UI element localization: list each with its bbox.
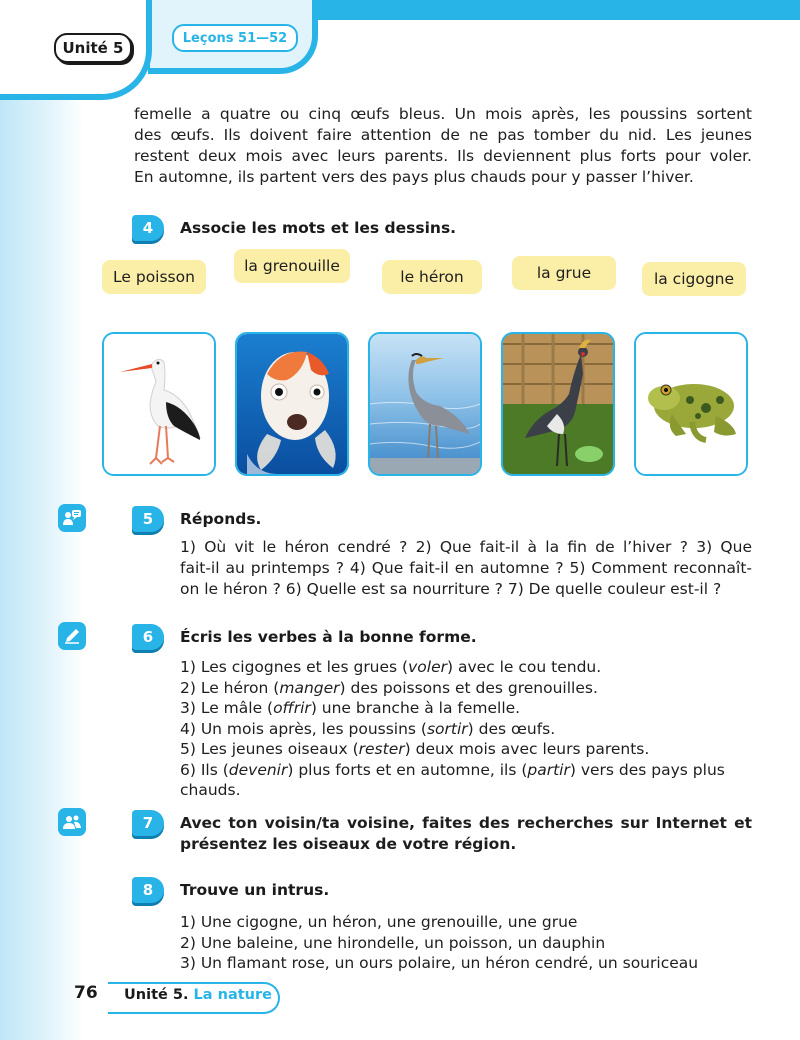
list-item xyxy=(180,760,752,801)
item-text: ) plus forts et en automne, ils ( xyxy=(287,760,528,779)
exercise-number-8: 8 xyxy=(132,877,164,903)
fish-illustration xyxy=(237,334,347,474)
word-card-cigogne: la cigogne xyxy=(642,262,746,296)
intro-line: femelle a quatre ou cinq œufs bleus. Un mois après, les poussins sortent xyxy=(134,105,752,123)
image-card-fish xyxy=(235,332,349,476)
exercise-number-7: 7 xyxy=(132,810,164,836)
item-text: 3) Le mâle ( xyxy=(180,699,274,717)
exercise-number-4: 4 xyxy=(132,215,164,241)
item-text: ) vers des pays plus chauds. xyxy=(180,760,725,799)
verb-infinitive: devenir xyxy=(228,760,288,779)
verb-infinitive: partir xyxy=(527,760,570,779)
page-number: 76 xyxy=(74,983,98,1003)
exercise-6-list xyxy=(180,657,752,801)
exercise-5-questions xyxy=(180,537,752,600)
item-text: 4) Un mois après, les poussins ( xyxy=(180,719,427,738)
list-item xyxy=(180,698,752,719)
item-text: ) des poissons et des grenouilles. xyxy=(339,678,598,697)
intro-paragraph xyxy=(134,104,752,188)
list-item: 3) Un flamant rose, un ours polaire, un héron cendré, un souriceau xyxy=(180,954,699,972)
word-card-grue: la grue xyxy=(512,256,616,290)
list-item xyxy=(180,678,752,699)
exercise-number-6: 6 xyxy=(132,624,164,650)
image-card-stork xyxy=(102,332,216,476)
exercise-number-5: 5 xyxy=(132,506,164,532)
pencil-icon xyxy=(58,622,86,650)
footer-title xyxy=(124,987,272,1003)
intro-line: restent deux mois avec leurs parents. Ils deviennent plus forts pour voler. xyxy=(134,147,752,165)
title-line: présentez les oiseaux de votre région. xyxy=(180,835,517,853)
unit-label: Unité 5 xyxy=(54,33,132,63)
intro-line: des œufs. Ils doivent faire attention de ne pas tomber du nid. Les jeunes xyxy=(134,126,752,144)
frog-illustration xyxy=(636,334,746,474)
list-item: 2) Une baleine, une hirondelle, un poisson, un dauphin xyxy=(180,933,606,952)
item-text: 1) Les cigognes et les grues ( xyxy=(180,658,409,676)
list-item xyxy=(180,719,752,740)
footer-topic: La nature xyxy=(193,987,272,1003)
verb-infinitive: offrir xyxy=(273,699,311,717)
pair-work-icon xyxy=(58,808,86,836)
list-item xyxy=(180,657,752,678)
exercise-8-list xyxy=(180,912,752,974)
item-text: 2) Le héron ( xyxy=(180,678,280,697)
crowned-crane-illustration xyxy=(503,334,613,474)
list-item: 1) Une cigogne, un héron, une grenouille, une grue xyxy=(180,913,578,931)
image-card-frog xyxy=(634,332,748,476)
exercise-7-title xyxy=(180,813,752,855)
question-line: fait-il au printemps ? 4) Que fait-il en automne ? 5) Comment reconnaît- xyxy=(180,559,752,577)
item-text: 5) Les jeunes oiseaux ( xyxy=(180,740,359,758)
speech-bubble-icon xyxy=(58,504,86,532)
verb-infinitive: voler xyxy=(408,658,447,676)
exercise-5-title: Réponds. xyxy=(180,510,262,528)
heron-illustration xyxy=(370,334,480,474)
exercise-4-title: Associe les mots et les dessins. xyxy=(180,219,457,237)
word-card-poisson: Le poisson xyxy=(102,260,206,294)
speech-bubble-glyph xyxy=(62,509,82,527)
verb-infinitive: rester xyxy=(358,740,405,758)
stork-illustration xyxy=(104,334,214,474)
item-text: ) deux mois avec leurs parents. xyxy=(404,740,650,758)
image-card-crowned-crane xyxy=(501,332,615,476)
item-text: ) avec le cou tendu. xyxy=(446,658,602,676)
question-line: on le héron ? 6) Quelle est sa nourriture ? 7) De quelle couleur est-il ? xyxy=(180,580,722,598)
item-text: ) des œufs. xyxy=(467,719,556,738)
exercise-6-title: Écris les verbes à la bonne forme. xyxy=(180,628,477,646)
verb-infinitive: manger xyxy=(279,678,340,697)
item-text: ) une branche à la femelle. xyxy=(310,699,521,717)
question-line: 1) Où vit le héron cendré ? 2) Que fait-il à la fin de l’hiver ? 3) Que xyxy=(180,538,752,556)
lesson-label: Leçons 51—52 xyxy=(172,24,298,52)
footer-unit: Unité 5. xyxy=(124,987,189,1003)
item-text: 6) Ils ( xyxy=(180,760,229,779)
verb-infinitive: sortir xyxy=(426,719,468,738)
image-card-heron xyxy=(368,332,482,476)
word-card-grenouille: la grenouille xyxy=(234,249,350,283)
pencil-glyph xyxy=(63,627,81,645)
word-card-heron: le héron xyxy=(382,260,482,294)
title-line: Avec ton voisin/ta voisine, faites des recherches sur Internet et xyxy=(180,814,752,832)
exercise-8-title: Trouve un intrus. xyxy=(180,881,330,899)
list-item xyxy=(180,739,752,760)
pair-work-glyph xyxy=(62,813,82,831)
intro-line: En automne, ils partent vers des pays plus chauds pour y passer l’hiver. xyxy=(134,168,694,186)
